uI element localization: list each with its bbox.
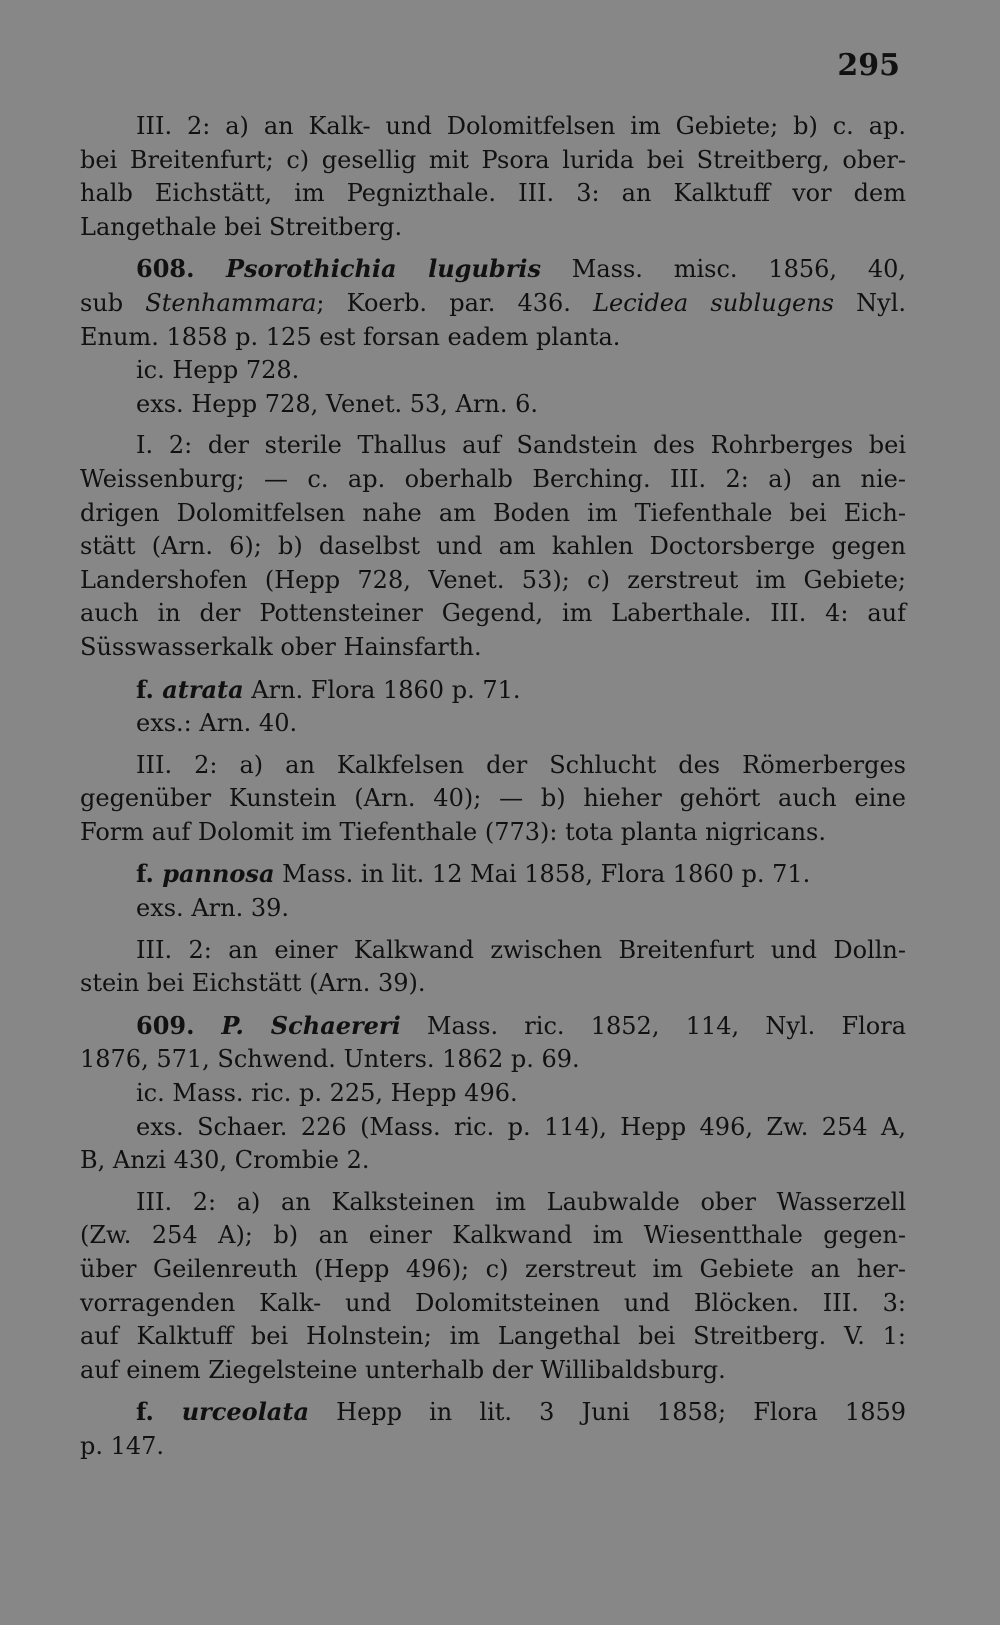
text-line: auf einem Ziegelsteine unterhalb der Willibaldsburg.	[80, 1355, 726, 1384]
text-segment: Nyl.	[834, 288, 907, 317]
text-line: B, Anzi 430, Crombie 2.	[80, 1146, 370, 1175]
taxon-name: urceolata	[181, 1397, 309, 1427]
italic-name: Lecidea sublugens	[593, 288, 834, 317]
paragraph	[80, 429, 906, 664]
text-line: Langethale bei Streitberg.	[80, 212, 403, 241]
text-line: ic. Mass. ric. p. 225, Hepp 496.	[136, 1079, 518, 1108]
text-line	[80, 857, 906, 892]
text-line: drigen Dolomitfelsen nahe am Boden im Tiefenthale bei Eich-	[80, 498, 906, 527]
text-line: halb Eichstätt, im Pegnizthale. III. 3: an Kalktuff vor dem	[80, 179, 906, 208]
text-segment: Mass. ric. 1852, 114, Nyl. Flora	[400, 1011, 907, 1040]
text-line: stätt (Arn. 6); b) daselbst und am kahlen Doctorsberge gegen	[80, 532, 906, 561]
taxon-name: P. Schaereri	[221, 1010, 401, 1040]
taxon-name: atrata	[162, 674, 244, 704]
text-line: exs. Hepp 728, Venet. 53, Arn. 6.	[136, 389, 538, 418]
text-line	[80, 287, 906, 321]
text-line: III. 2: an einer Kalkwand zwischen Breitenfurt und Dolln-	[136, 935, 906, 964]
text-line: exs. Arn. 39.	[136, 894, 289, 923]
text-segment: Mass. misc. 1856, 40,	[540, 255, 907, 284]
text-line: auf Kalktuff bei Holnstein; im Langethal bei Streitberg. V. 1:	[80, 1322, 906, 1351]
paragraph	[80, 673, 906, 708]
text-segment: Hepp in lit. 3 Juni 1858; Flora 1859	[309, 1398, 906, 1427]
paragraph	[80, 388, 906, 422]
text-line	[80, 1395, 906, 1430]
text-line: Landershofen (Hepp 728, Venet. 53); c) zerstreut im Gebiete;	[80, 565, 906, 594]
paragraph	[80, 707, 906, 741]
paragraph	[80, 110, 906, 244]
text-segment: sub	[80, 288, 146, 317]
text-line: über Geilenreuth (Hepp 496); c) zerstreut im Gebiete an her-	[80, 1255, 906, 1283]
text-line: (Zw. 254 A); b) an einer Kalkwand im Wiesentthale gegen-	[80, 1221, 906, 1250]
text-line: bei Breitenfurt; c) gesellig mit Psora lurida bei Streitberg, ober-	[80, 145, 906, 174]
text-segment: Mass. in lit. 12 Mai 1858, Flora 1860 p. 71.	[274, 860, 811, 889]
text-line: auch in der Pottensteiner Gegend, im Laberthale. III. 4: auf	[80, 599, 906, 628]
text-line: 1876, 571, Schwend. Unters. 1862 p. 69.	[80, 1045, 580, 1074]
page-body	[80, 110, 906, 1464]
text-line: gegenüber Kunstein (Arn. 40); — b) hieher gehört auch eine	[80, 784, 906, 813]
entry-number: f.	[136, 859, 163, 889]
paragraph	[80, 1111, 906, 1178]
text-line: Süsswasserkalk ober Hainsfarth.	[80, 632, 482, 661]
text-line: Form auf Dolomit im Tiefenthale (773): tota planta nigricans.	[80, 817, 826, 846]
paragraph	[80, 934, 906, 1001]
paragraph	[80, 1009, 906, 1077]
text-segment: ; Koerb. par. 436.	[316, 288, 594, 317]
text-line: p. 147.	[80, 1431, 165, 1460]
taxon-name: Psorothichia lugubris	[225, 254, 541, 284]
paragraph	[80, 857, 906, 892]
paragraph	[80, 749, 906, 850]
entry-number: f.	[136, 674, 163, 704]
text-line: exs.: Arn. 40.	[136, 709, 298, 738]
entry-number: 608.	[136, 254, 226, 284]
page-number: 295	[837, 48, 900, 83]
text-line: Enum. 1858 p. 125 est forsan eadem planta.	[80, 322, 621, 351]
text-line: III. 2: a) an Kalk- und Dolomitfelsen im Gebiete; b) c. ap.	[136, 112, 906, 140]
text-line: vorragenden Kalk- und Dolomitsteinen und Blöcken. III. 3:	[80, 1288, 906, 1317]
paragraph	[80, 354, 906, 388]
text-line: ic. Hepp 728.	[136, 356, 300, 385]
text-line: III. 2: a) an Kalksteinen im Laubwalde ober Wasserzell	[136, 1187, 906, 1216]
text-line: I. 2: der sterile Thallus auf Sandstein des Rohrberges bei	[136, 431, 906, 460]
text-line: exs. Schaer. 226 (Mass. ric. p. 114), Hepp 496, Zw. 254 A,	[136, 1112, 906, 1141]
paragraph	[80, 1077, 906, 1111]
paragraph	[80, 252, 906, 354]
paragraph	[80, 1186, 906, 1388]
taxon-name: pannosa	[162, 859, 275, 889]
text-line	[80, 252, 906, 287]
text-line: Weissenburg; — c. ap. oberhalb Berching. III. 2: a) an nie-	[80, 464, 906, 493]
text-line	[80, 1009, 906, 1044]
paragraph	[80, 1395, 906, 1463]
paragraph	[80, 892, 906, 926]
entry-number: 609.	[136, 1010, 222, 1040]
entry-number: f.	[136, 1397, 182, 1427]
italic-name: Stenhammara	[145, 288, 317, 317]
text-segment: Arn. Flora 1860 p. 71.	[243, 675, 521, 704]
text-line: III. 2: a) an Kalkfelsen der Schlucht des Römerberges	[136, 750, 906, 779]
text-line	[80, 673, 906, 708]
text-line: stein bei Eichstätt (Arn. 39).	[80, 969, 426, 998]
